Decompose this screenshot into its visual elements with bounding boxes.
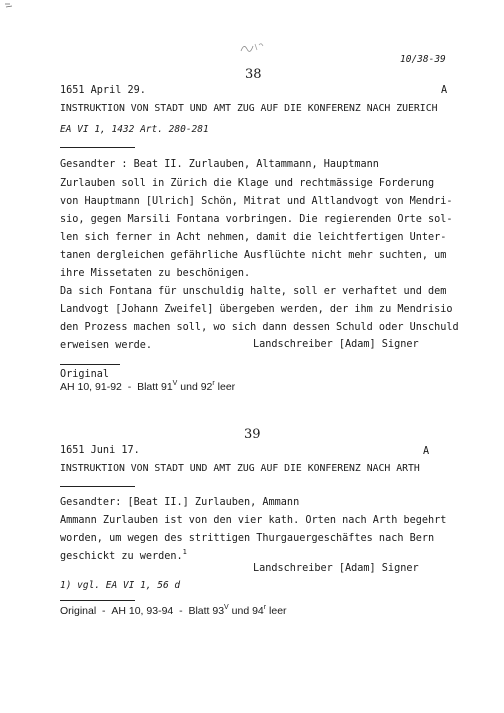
doc38-separator: -: [127, 381, 132, 393]
corner-mark: [4, 2, 14, 12]
doc39-envoy: Gesandter: [Beat II.] Zurlauben, Ammann: [60, 497, 300, 508]
doc39-sup-recto: r: [263, 604, 267, 611]
top-reference: 10/38-39: [400, 54, 446, 65]
doc38-rule-2: [60, 364, 120, 365]
doc39-footnote-marker: 1: [182, 548, 187, 556]
doc38-body-line: den Prozess machen soll, wo sich dann dessen Schuld oder Unschuld: [60, 322, 459, 333]
doc39-footnote: 1) vgl. EA VI 1, 56 d: [60, 580, 181, 591]
handwritten-mark: [238, 40, 268, 54]
doc38-leer: leer: [217, 381, 236, 393]
doc39-archive: AH 10, 93-94: [111, 605, 174, 617]
doc39-original-label: Original: [60, 605, 97, 617]
doc38-body-line: Landvogt [Johann Zweifel] übergeben werden, der ihm zu Mendrisio: [60, 304, 453, 315]
doc39-body: [60, 512, 460, 566]
doc39-letter: A: [423, 446, 430, 457]
doc39-signature: Landschreiber [Adam] Signer: [253, 563, 419, 574]
doc38-blatt: Blatt 91: [137, 381, 173, 393]
doc39-page2: 94: [252, 605, 264, 617]
doc38-und: und: [180, 381, 198, 393]
doc39-number: 39: [244, 427, 261, 442]
doc39-leer: leer: [269, 605, 287, 617]
doc38-number: 38: [245, 67, 262, 82]
doc38-sup-recto: r: [212, 380, 215, 387]
doc38-archive-line: [60, 381, 235, 393]
doc38-envoy: Gesandter : Beat II. Zurlauben, Altammann, Hauptmann: [60, 159, 379, 170]
doc38-original-label: Original: [60, 369, 110, 380]
doc38-body-line: tanen dergleichen gefährliche Ausflüchte nicht mehr suchten, um: [60, 250, 447, 261]
doc38-body-line: Zurlauben soll in Zürich die Klage und rechtmässige Forderung: [60, 178, 435, 189]
doc38-title: INSTRUKTION VON STADT UND AMT ZUG AUF DIE KONFERENZ NACH ZUERICH: [60, 103, 438, 114]
doc38-sup-verso: V: [172, 380, 178, 387]
doc39-rule-2: [60, 600, 135, 601]
doc38-rule: [60, 147, 135, 148]
doc38-date: 1651 April 29.: [60, 85, 146, 96]
doc38-body-line: Da sich Fontana für unschuldig halte, soll er verhaftet und dem: [60, 286, 447, 297]
doc39-rule: [60, 486, 135, 487]
doc38-source: EA VI 1, 1432 Art. 280-281: [60, 124, 209, 135]
doc39-separator-2: -: [179, 605, 183, 617]
doc39-blatt: Blatt 93: [188, 605, 225, 617]
doc38-body: [60, 175, 460, 355]
doc38-archive: AH 10, 91-92: [60, 381, 122, 393]
doc39-separator: -: [102, 605, 106, 617]
doc39-body-line: geschickt zu werden.: [60, 551, 183, 562]
doc38-body-line: sio, gegen Marsili Fontana vorbringen. Die regierenden Orte sol-: [60, 214, 453, 225]
doc39-und: und: [231, 605, 250, 617]
doc38-body-line: von Hauptmann [Ulrich] Schön, Mitrat und Altlandvogt von Mendri-: [60, 196, 453, 207]
doc39-archive-line: [60, 605, 287, 617]
doc38-signature: Landschreiber [Adam] Signer: [253, 339, 419, 350]
doc39-date: 1651 Juni 17.: [60, 445, 140, 456]
doc38-body-line: ihre Missetaten zu beschönigen.: [60, 268, 251, 279]
doc38-letter: A: [441, 85, 448, 96]
doc39-title: INSTRUKTION VON STADT UND AMT ZUG AUF DIE KONFERENZ NACH ARTH: [60, 463, 420, 474]
doc39-body-line: Ammann Zurlauben ist von den vier kath. Orten nach Arth begehrt: [60, 515, 447, 526]
doc38-body-line: len sich ferner in Acht nehmen, damit die leichtfertigen Unter-: [60, 232, 447, 243]
doc39-body-line: worden, um wegen des strittigen Thurgauergeschäftes nach Bern: [60, 533, 435, 544]
doc38-body-line: erweisen werde.: [60, 340, 153, 351]
doc39-sup-verso: V: [224, 604, 229, 611]
doc38-page2: 92: [200, 381, 213, 393]
